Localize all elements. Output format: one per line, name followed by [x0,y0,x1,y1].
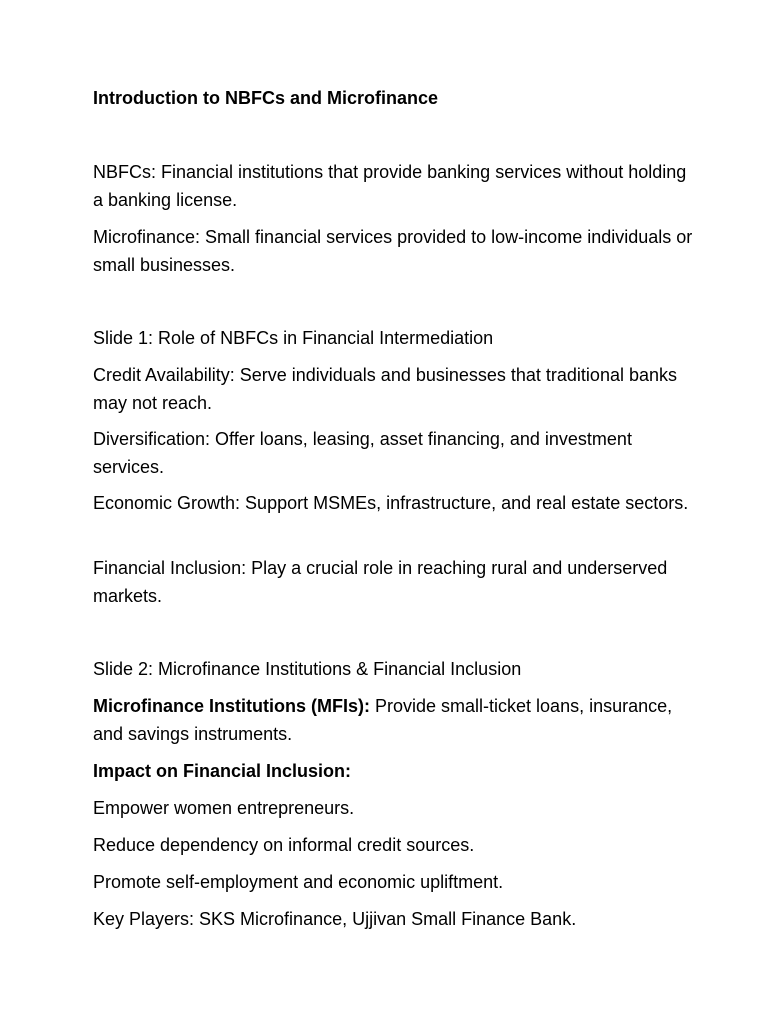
key-players: Key Players: SKS Microfinance, Ujjivan Small Finance Bank. [93,909,577,929]
impact-label: Impact on Financial Inclusion: [93,761,352,781]
slide2-mfi-paragraph [93,693,693,748]
impact-item-self-employment: Promote self-employment and economic upliftment. [93,872,504,892]
slide1-item-diversification: Diversification: Offer loans, leasing, asset financing, and investment services. [93,429,632,477]
slide1-heading: Slide 1: Role of NBFCs in Financial Intermediation [93,328,494,348]
slide2-heading: Slide 2: Microfinance Institutions & Financial Inclusion [93,659,522,679]
slide1-item-economic-growth: Economic Growth: Support MSMEs, infrastructure, and real estate sectors. [93,493,689,513]
intro-paragraph-microfinance: Microfinance: Small financial services provided to low-income individuals or small businesses. [93,227,693,275]
mfi-label: Microfinance Institutions (MFIs): [93,696,370,716]
slide1-item-credit-availability: Credit Availability: Serve individuals and businesses that traditional banks may not reach. [93,365,677,413]
slide1-item-financial-inclusion: Financial Inclusion: Play a crucial role in reaching rural and underserved markets. [93,558,668,606]
intro-paragraph-nbfcs: NBFCs: Financial institutions that provide banking services without holding a banking license. [93,162,687,210]
impact-item-women: Empower women entrepreneurs. [93,798,355,818]
mfi-text: Provide small-ticket loans, insurance, and savings instruments. [93,696,673,744]
impact-item-dependency: Reduce dependency on informal credit sources. [93,835,475,855]
document-title: Introduction to NBFCs and Microfinance [93,88,438,108]
